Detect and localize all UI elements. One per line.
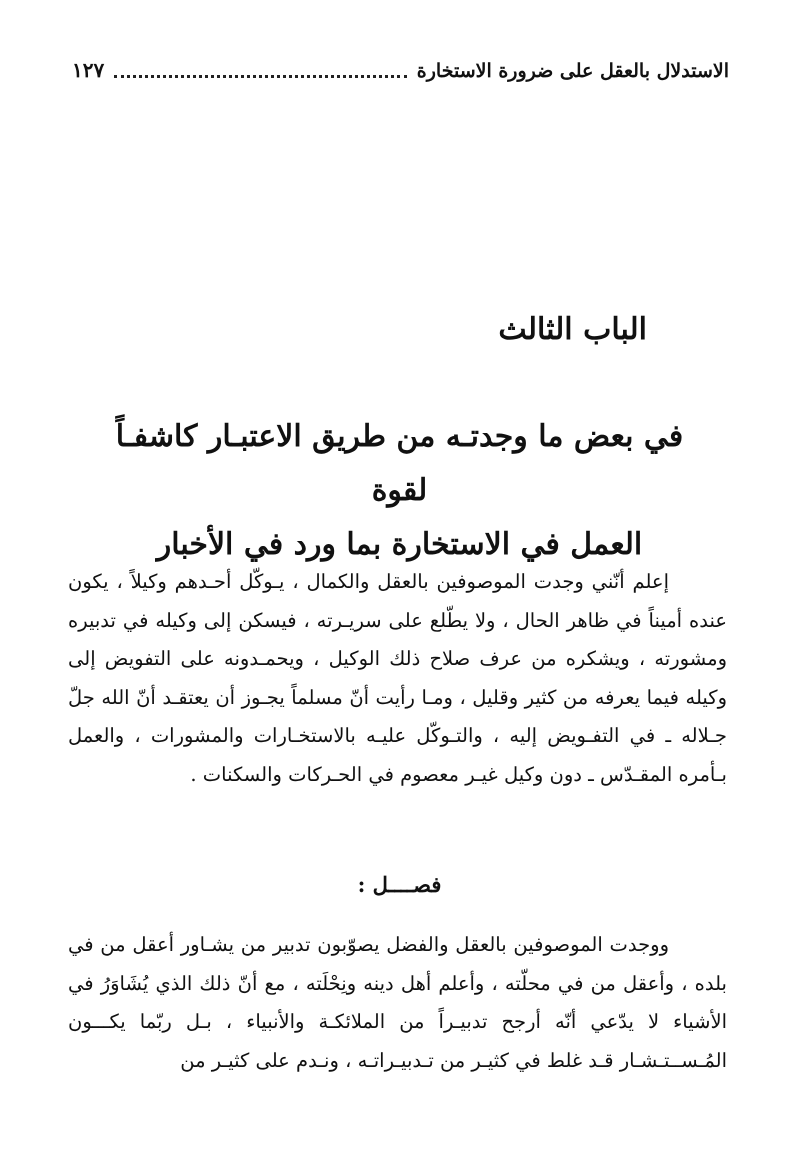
chapter-subtitle: [90, 410, 709, 572]
page-number: ١٢٧: [72, 58, 105, 82]
chapter-subtitle-line: العمل في الاستخارة بما ورد في الأخبار: [156, 527, 643, 562]
section-heading: فصــــل :: [357, 872, 442, 897]
chapter-subtitle-line: في بعض ما وجدتـه من طريق الاعتبـار كاشفـاً لقوة: [115, 419, 684, 508]
running-title: الاستدلال بالعقل على ضرورة الاستخارة: [416, 60, 729, 82]
body-paragraph: إعلم أنّني وجدت الموصوفين بالعقل والكمال ، يـوكّل أحـدهم وكيلاً ، يكون عنده أميناً في ظاهر الحال ، ولا يطّلع على سريـرته ، فيسكن إلى وكيله في تدبيره ومشورته ، ويشكره من عرف صلاح ذلك الوكيل ، ويحمـدونه على التفويض إلى وكيله فيما يعرفه من كثير وقليل ، ومـا رأيت أنّ مسلماً يجـوز أن يعتقـد أنّ الله جلّ جـلاله ـ في التفـويض إليه ، والتـوكّل عليـه بالاستخـارات والمشورات ، والعمل بـأمره المقـدّس ـ دون وكيل غيـر معصوم في الحـركات والسكنات .: [68, 570, 727, 786]
leader-dots: [114, 73, 407, 78]
section-paragraph: ووجدت الموصوفين بالعقل والفضل يصوّبون تدبير من يشـاور أعقل من في بلده ، وأعقل من في محلّته ، وأعلم أهل دينه ونِحْلَته ، مع أنّ ذلك الذي يُشَاوَرُ في الأشياء لا يدّعي أنّه أرجح تدبيـراً من الملائكـة والأنبياء ، بـل ربّما يكـــون المُـســتـشـار قـد غلط في كثيـر من تـدبيـراتـه ، ونـدم على كثيـر من: [68, 933, 727, 1072]
running-header: [72, 52, 729, 82]
chapter-heading: الباب الثالث: [498, 312, 647, 347]
